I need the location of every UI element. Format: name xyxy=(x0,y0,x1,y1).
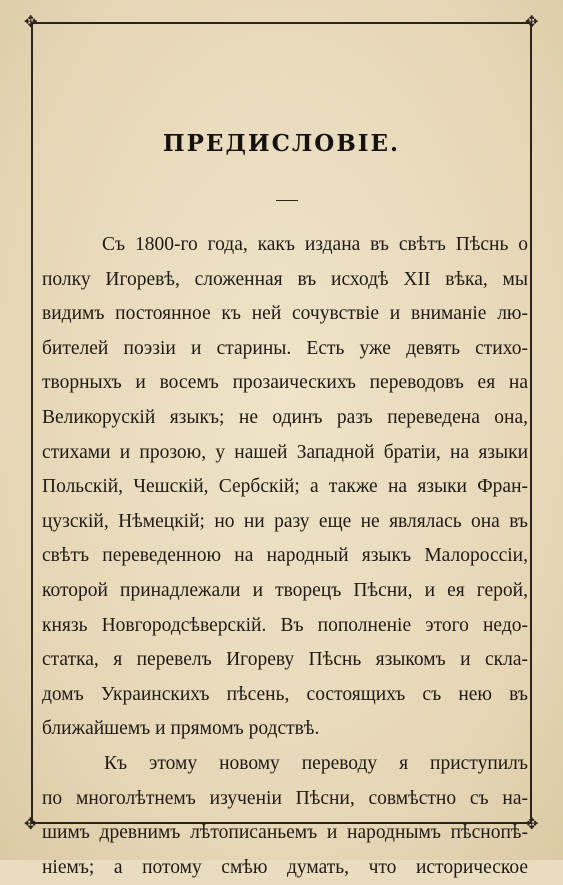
title-divider xyxy=(276,200,298,201)
text-line: стихами и прозою, у нашей Западной братіи, на языки xyxy=(42,441,528,463)
corner-ornament-icon: ✥ xyxy=(525,814,539,833)
page-title: ПРЕДИСЛОВІЕ. xyxy=(162,130,401,157)
text-line: ближайшемъ и прямомъ родствѣ. xyxy=(42,718,320,740)
corner-ornament-icon: ✥ xyxy=(24,12,38,31)
text-line: видимъ постоянное къ ней сочувствіе и вниманіе лю- xyxy=(42,303,528,325)
text-line: князь Новгородсѣверскій. Въ пополненіе этого недо- xyxy=(42,614,528,636)
text-line: шимъ древнимъ лѣтописаньемъ и народнымъ пѣснопѣ- xyxy=(42,822,528,844)
text-line: статка, я перевелъ Игореву Пѣснь языкомъ и скла- xyxy=(42,649,528,671)
text-line: творныхъ и восемъ прозаическихъ переводовъ ея на xyxy=(42,372,528,394)
text-line: домъ Украинскихъ пѣсень, состоящихъ съ нею въ xyxy=(42,683,528,705)
text-line: которой принадлежали и творецъ Пѣсни, и ея герой, xyxy=(42,579,528,601)
text-line: бителей поэзіи и старины. Есть уже девять стихо- xyxy=(42,337,528,359)
text-line: Съ 1800-го года, какъ издана въ свѣтъ Пѣснь о xyxy=(102,234,528,255)
corner-ornament-icon: ✥ xyxy=(24,814,38,833)
text-line: Польскій, Чешскій, Сербскій; а также на языки Фран- xyxy=(42,476,528,498)
body-text xyxy=(42,228,528,885)
text-line: цузскій, Нѣмецкій; но ни разу еще не являлась она въ xyxy=(42,510,528,532)
text-line: по многолѣтнемъ изученіи Пѣсни, совмѣстно съ на- xyxy=(42,787,528,809)
corner-ornament-icon: ✥ xyxy=(525,12,539,31)
text-line: Великорускій языкъ; не одинъ разъ переведена она, xyxy=(42,406,528,428)
text-line: полку Игоревѣ, сложенная въ исходѣ XII вѣка, мы xyxy=(42,268,528,290)
text-line: свѣтъ переведенною на народный языкъ Малороссіи, xyxy=(42,545,528,567)
text-line: ніемъ; а потому смѣю думать, что историческое xyxy=(42,856,528,878)
text-line: Къ этому новому переводу я приступилъ xyxy=(104,752,528,774)
